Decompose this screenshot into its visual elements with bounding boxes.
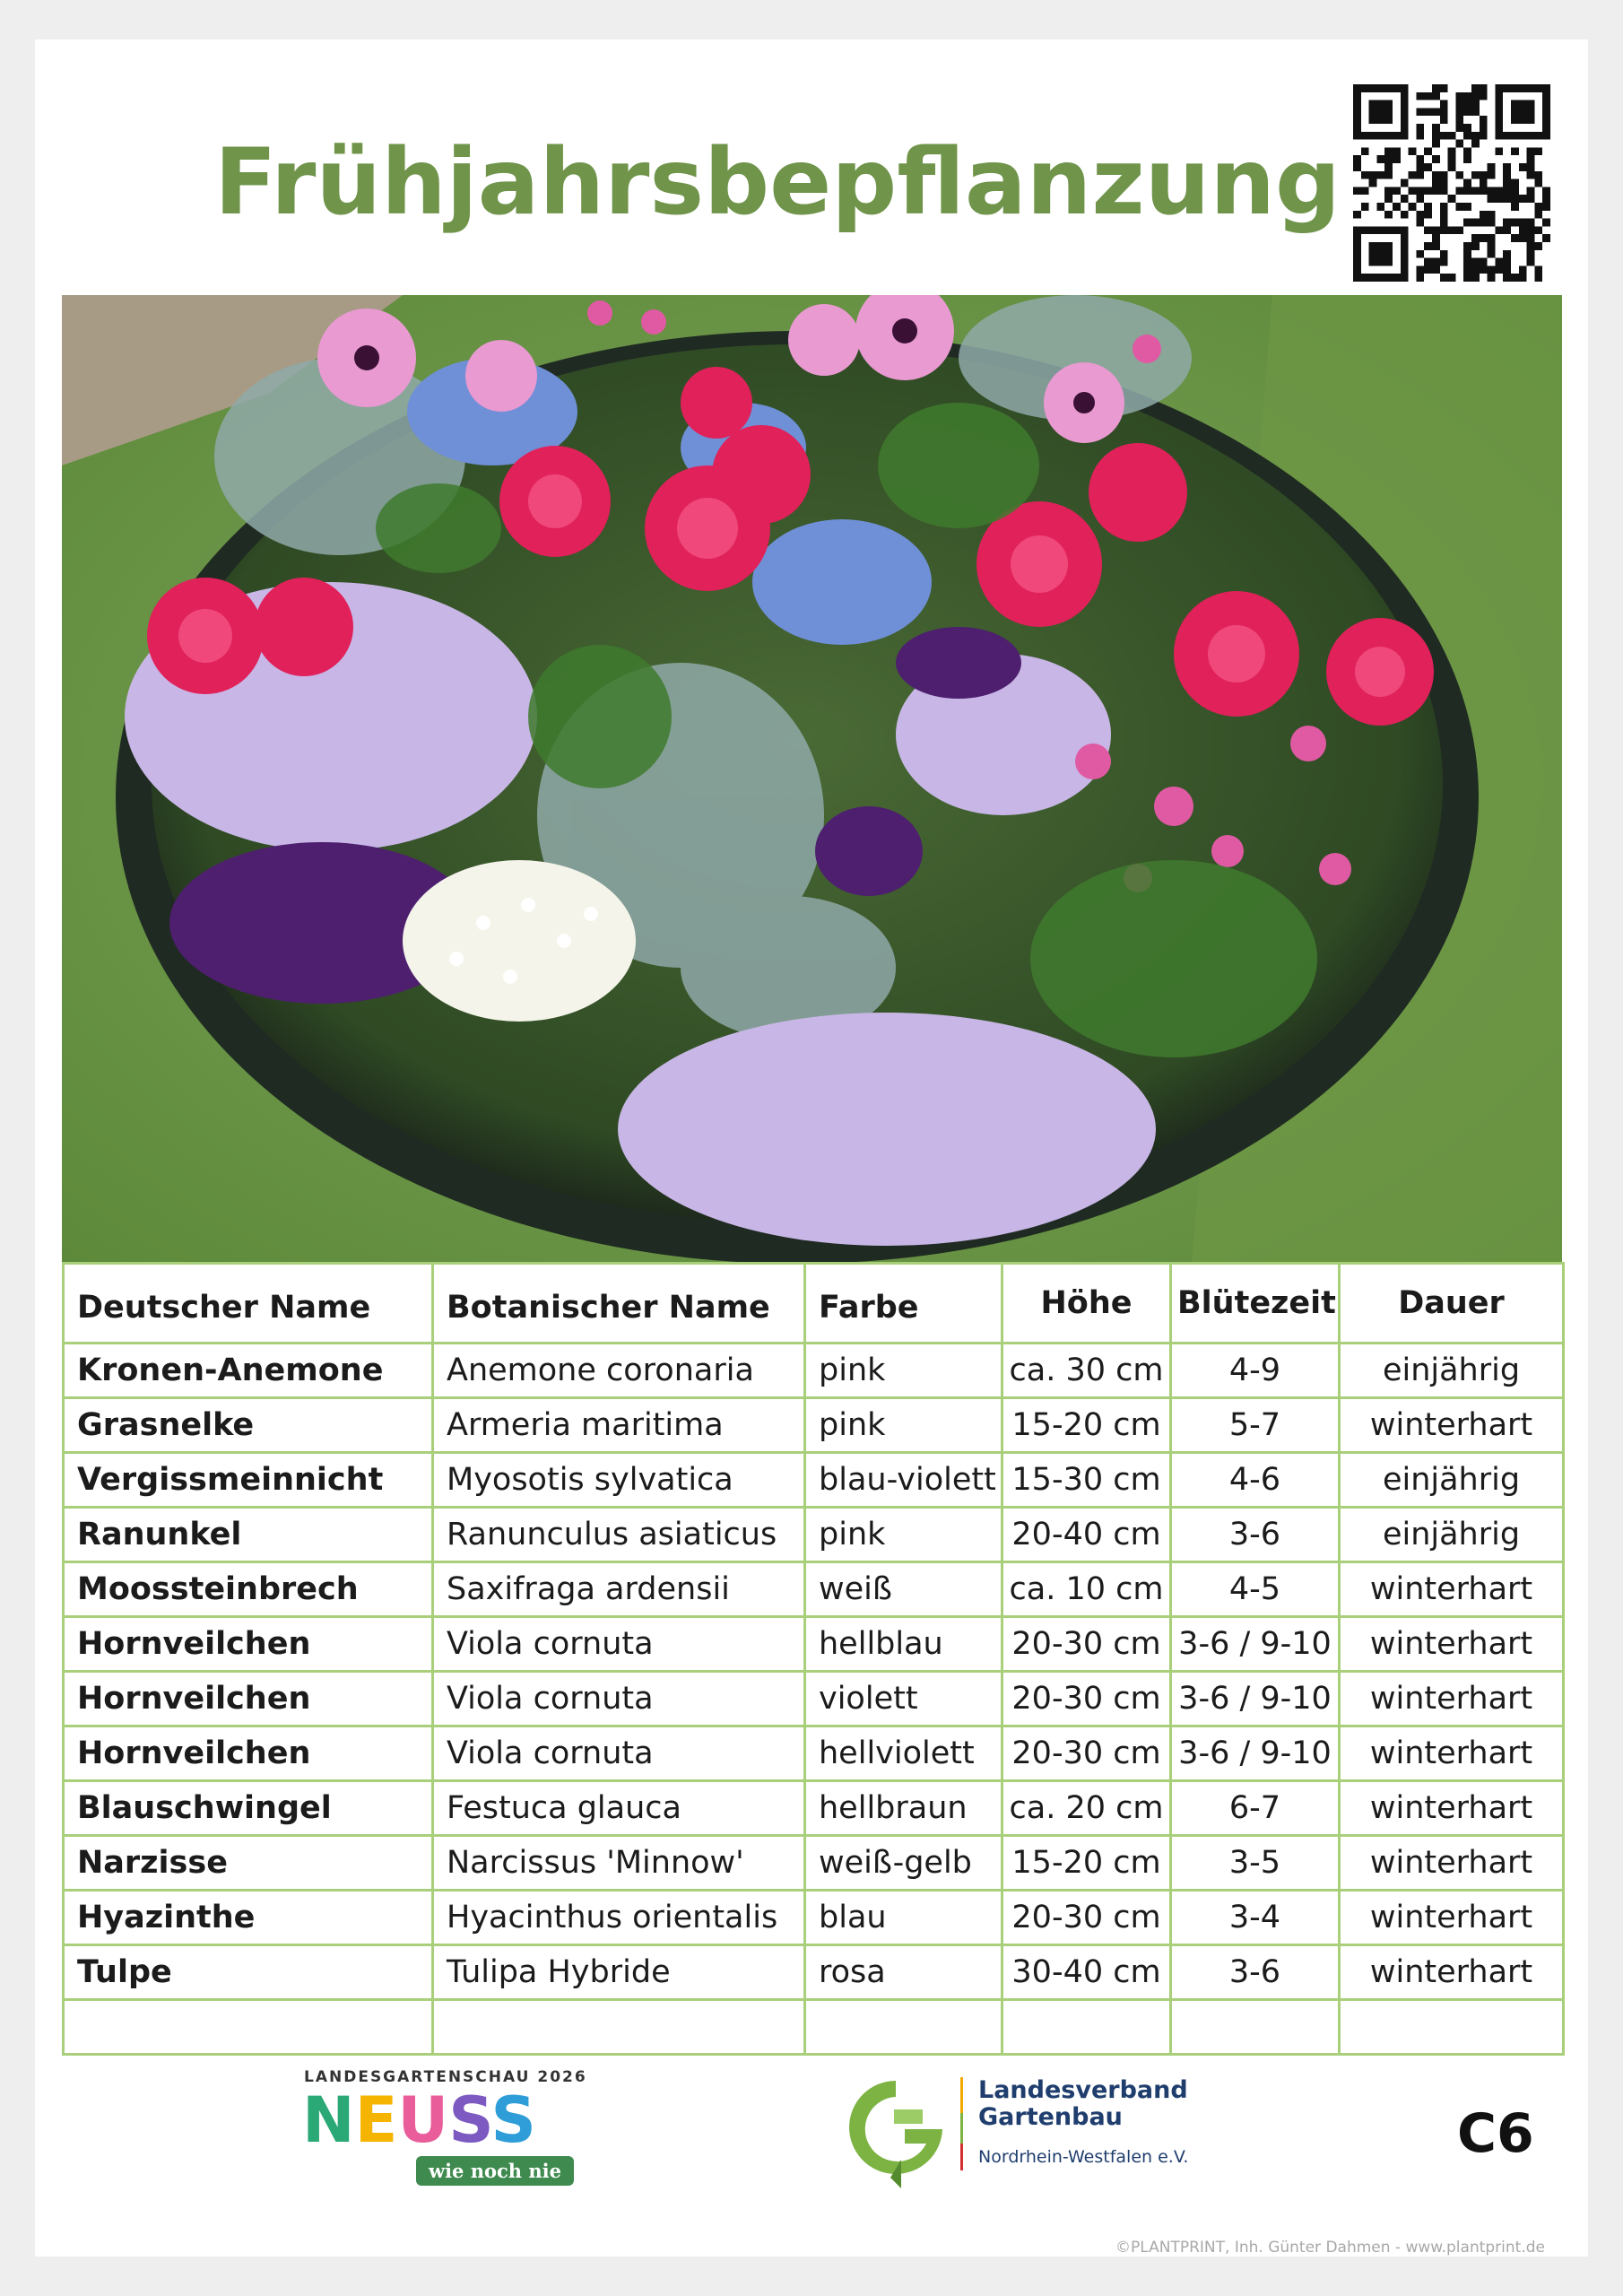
cell-hoehe: 20-40 cm bbox=[1002, 1508, 1171, 1562]
cell-deutscher-name: Tulpe bbox=[64, 1945, 433, 2000]
cell-hoehe: 20-30 cm bbox=[1002, 1891, 1171, 1945]
cell-hoehe: 20-30 cm bbox=[1002, 1672, 1171, 1726]
cell-bluetezeit: 4-6 bbox=[1171, 1453, 1340, 1508]
cell-hoehe: 30-40 cm bbox=[1002, 1945, 1171, 2000]
header-farbe: Farbe bbox=[805, 1264, 1002, 1344]
cell-botanischer-name bbox=[433, 2000, 805, 2055]
cell-hoehe: ca. 10 cm bbox=[1002, 1562, 1171, 1617]
cell-farbe: hellblau bbox=[805, 1617, 1002, 1672]
cell-hoehe: ca. 30 cm bbox=[1002, 1344, 1171, 1398]
cell-dauer: einjährig bbox=[1340, 1453, 1564, 1508]
table-row bbox=[64, 1617, 1564, 1672]
cell-botanischer-name: Viola cornuta bbox=[433, 1672, 805, 1726]
cell-farbe: blau-violett bbox=[805, 1453, 1002, 1508]
cell-dauer: winterhart bbox=[1340, 1945, 1564, 2000]
header-bluetezeit: Blütezeit bbox=[1171, 1264, 1340, 1344]
header-botanischer-name: Botanischer Name bbox=[433, 1264, 805, 1344]
header-hoehe: Höhe bbox=[1002, 1264, 1171, 1344]
table-row bbox=[64, 1672, 1564, 1726]
cell-botanischer-name: Viola cornuta bbox=[433, 1617, 805, 1672]
table-row bbox=[64, 1453, 1564, 1508]
cell-deutscher-name: Ranunkel bbox=[64, 1508, 433, 1562]
cell-dauer bbox=[1340, 2000, 1564, 2055]
landesverband-g-logo-icon bbox=[842, 2074, 950, 2190]
neuss-word-text bbox=[302, 2086, 536, 2151]
neuss-event-label: LANDESGARTENSCHAU 2026 bbox=[304, 2068, 587, 2086]
table-row bbox=[64, 2000, 1564, 2055]
cell-dauer: winterhart bbox=[1340, 1562, 1564, 1617]
cell-deutscher-name: Grasnelke bbox=[64, 1398, 433, 1453]
cell-bluetezeit: 6-7 bbox=[1171, 1781, 1340, 1836]
cell-botanischer-name: Hyacinthus orientalis bbox=[433, 1891, 805, 1945]
cell-farbe bbox=[805, 2000, 1002, 2055]
table-row bbox=[64, 1344, 1564, 1398]
cell-bluetezeit: 3-6 / 9-10 bbox=[1171, 1726, 1340, 1781]
cell-hoehe: ca. 20 cm bbox=[1002, 1781, 1171, 1836]
qr-code-icon[interactable] bbox=[1353, 84, 1550, 282]
cell-bluetezeit: 3-6 / 9-10 bbox=[1171, 1617, 1340, 1672]
cell-dauer: einjährig bbox=[1340, 1508, 1564, 1562]
cell-farbe: blau bbox=[805, 1891, 1002, 1945]
cell-dauer: winterhart bbox=[1340, 1836, 1564, 1891]
cell-bluetezeit: 3-6 / 9-10 bbox=[1171, 1672, 1340, 1726]
cell-bluetezeit: 3-6 bbox=[1171, 1945, 1340, 2000]
neuss-letter: S bbox=[490, 2086, 536, 2151]
cell-hoehe: 15-20 cm bbox=[1002, 1836, 1171, 1891]
cell-botanischer-name: Narcissus 'Minnow' bbox=[433, 1836, 805, 1891]
landesverband-name bbox=[978, 2077, 1188, 2131]
cell-farbe: weiß-gelb bbox=[805, 1836, 1002, 1891]
cell-hoehe: 20-30 cm bbox=[1002, 1726, 1171, 1781]
table-row bbox=[64, 1562, 1564, 1617]
cell-farbe: pink bbox=[805, 1508, 1002, 1562]
cell-bluetezeit: 5-7 bbox=[1171, 1398, 1340, 1453]
cell-botanischer-name: Anemone coronaria bbox=[433, 1344, 805, 1398]
cell-botanischer-name: Tulipa Hybride bbox=[433, 1945, 805, 2000]
cell-bluetezeit: 4-5 bbox=[1171, 1562, 1340, 1617]
cell-deutscher-name: Hornveilchen bbox=[64, 1617, 433, 1672]
cell-botanischer-name: Viola cornuta bbox=[433, 1726, 805, 1781]
copyright-notice: ©PLANTPRINT, Inh. Günter Dahmen - www.plantprint.de bbox=[1115, 2239, 1545, 2257]
cell-botanischer-name: Festuca glauca bbox=[433, 1781, 805, 1836]
cell-deutscher-name: Hornveilchen bbox=[64, 1672, 433, 1726]
landesverband-divider bbox=[960, 2077, 963, 2170]
cell-botanischer-name: Saxifraga ardensii bbox=[433, 1562, 805, 1617]
neuss-letter: U bbox=[397, 2086, 449, 2151]
neuss-tagline: wie noch nie bbox=[416, 2156, 574, 2186]
cell-hoehe: 15-30 cm bbox=[1002, 1453, 1171, 1508]
cell-farbe: hellviolett bbox=[805, 1726, 1002, 1781]
cell-hoehe bbox=[1002, 2000, 1171, 2055]
header-dauer: Dauer bbox=[1340, 1264, 1564, 1344]
header-deutscher-name: Deutscher Name bbox=[64, 1264, 433, 1344]
cell-botanischer-name: Myosotis sylvatica bbox=[433, 1453, 805, 1508]
cell-deutscher-name: Vergissmeinnicht bbox=[64, 1453, 433, 1508]
cell-dauer: winterhart bbox=[1340, 1617, 1564, 1672]
cell-farbe: violett bbox=[805, 1672, 1002, 1726]
cell-farbe: pink bbox=[805, 1344, 1002, 1398]
cell-dauer: winterhart bbox=[1340, 1398, 1564, 1453]
cell-bluetezeit: 3-4 bbox=[1171, 1891, 1340, 1945]
table-row bbox=[64, 1945, 1564, 2000]
cell-farbe: rosa bbox=[805, 1945, 1002, 2000]
table-row bbox=[64, 1781, 1564, 1836]
neuss-logo bbox=[302, 2086, 571, 2151]
cell-dauer: einjährig bbox=[1340, 1344, 1564, 1398]
landesverband-name-line1: Landesverband bbox=[978, 2076, 1188, 2104]
neuss-letter: E bbox=[354, 2086, 398, 2151]
cell-farbe: hellbraun bbox=[805, 1781, 1002, 1836]
cell-bluetezeit bbox=[1171, 2000, 1340, 2055]
cell-deutscher-name: Kronen-Anemone bbox=[64, 1344, 433, 1398]
flower-bed-photo bbox=[62, 295, 1562, 1264]
table-row bbox=[64, 1508, 1564, 1562]
cell-hoehe: 20-30 cm bbox=[1002, 1617, 1171, 1672]
cell-bluetezeit: 3-5 bbox=[1171, 1836, 1340, 1891]
table-row bbox=[64, 1398, 1564, 1453]
cell-bluetezeit: 3-6 bbox=[1171, 1508, 1340, 1562]
poster-sheet bbox=[35, 39, 1588, 2257]
cell-deutscher-name bbox=[64, 2000, 433, 2055]
cell-farbe: weiß bbox=[805, 1562, 1002, 1617]
plant-table bbox=[62, 1262, 1565, 2056]
cell-farbe: pink bbox=[805, 1398, 1002, 1453]
cell-deutscher-name: Hornveilchen bbox=[64, 1726, 433, 1781]
cell-hoehe: 15-20 cm bbox=[1002, 1398, 1171, 1453]
neuss-letter: N bbox=[302, 2086, 355, 2151]
cell-deutscher-name: Hyazinthe bbox=[64, 1891, 433, 1945]
cell-dauer: winterhart bbox=[1340, 1672, 1564, 1726]
table-row bbox=[64, 1891, 1564, 1945]
cell-bluetezeit: 4-9 bbox=[1171, 1344, 1340, 1398]
poster-code: C6 bbox=[1457, 2102, 1534, 2165]
cell-deutscher-name: Blauschwingel bbox=[64, 1781, 433, 1836]
table-row bbox=[64, 1836, 1564, 1891]
page-title: Frühjahrsbepflanzung bbox=[214, 129, 1341, 236]
cell-dauer: winterhart bbox=[1340, 1891, 1564, 1945]
neuss-letter: S bbox=[448, 2086, 491, 2151]
landesverband-region: Nordrhein-Westfalen e.V. bbox=[978, 2147, 1189, 2167]
cell-deutscher-name: Narzisse bbox=[64, 1836, 433, 1891]
cell-botanischer-name: Armeria maritima bbox=[433, 1398, 805, 1453]
table-row bbox=[64, 1726, 1564, 1781]
cell-dauer: winterhart bbox=[1340, 1781, 1564, 1836]
table-header-row bbox=[64, 1264, 1564, 1344]
cell-botanischer-name: Ranunculus asiaticus bbox=[433, 1508, 805, 1562]
cell-deutscher-name: Moossteinbrech bbox=[64, 1562, 433, 1617]
landesverband-name-line2: Gartenbau bbox=[978, 2103, 1123, 2131]
cell-dauer: winterhart bbox=[1340, 1726, 1564, 1781]
